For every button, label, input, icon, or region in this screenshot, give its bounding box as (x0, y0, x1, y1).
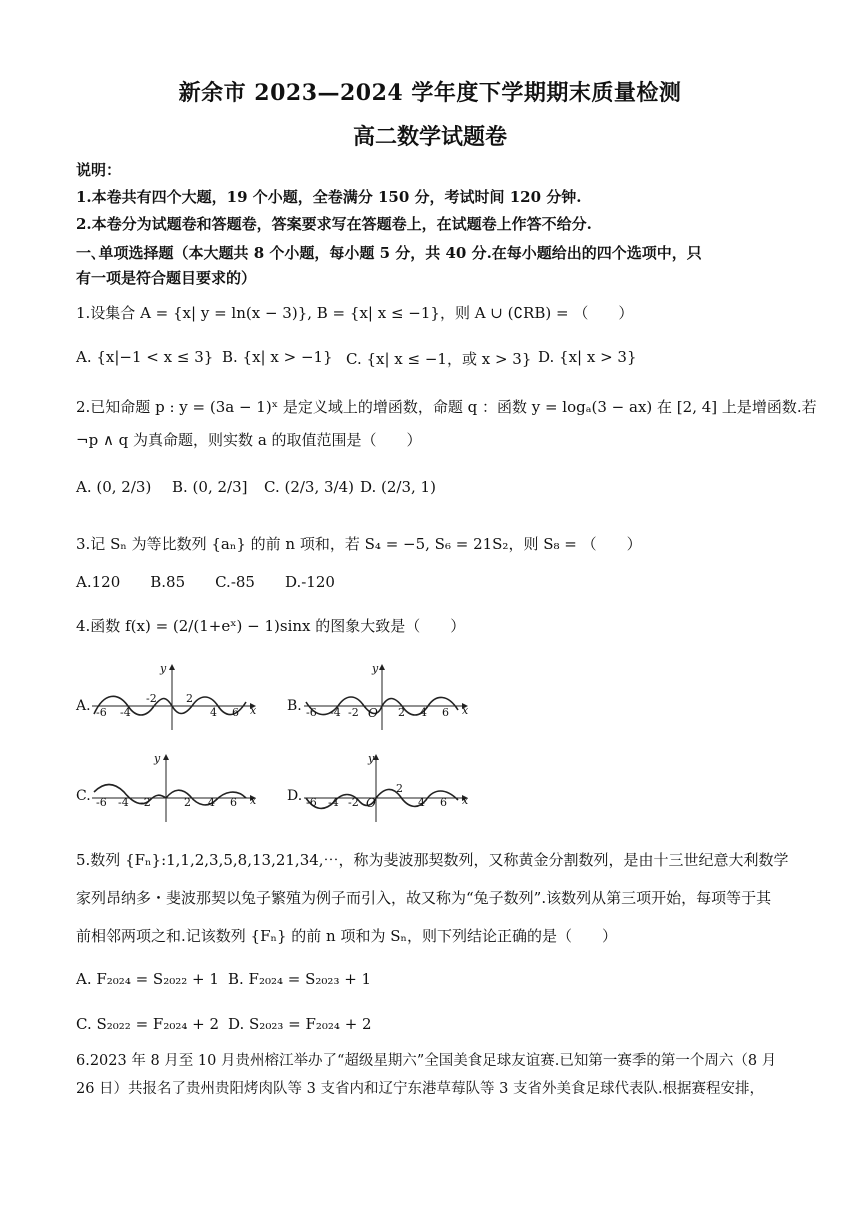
q4-stem: 4.函数 f(x) = (2/(1+eˣ) − 1)sinx 的图象大致是（ ） (76, 617, 466, 635)
q2-stem-line2: ¬p ∧ q 为真命题，则实数 a 的取值范围是（ ） (76, 431, 422, 449)
q4-d-origin: O (366, 796, 376, 810)
q4-graph-c (90, 752, 260, 824)
q4-label-a: A. (76, 698, 91, 714)
q1-option-c: C. {x| x ≤ −1，或 x > 3} (346, 350, 532, 368)
q4-a-axis-x: x (250, 704, 257, 717)
q4-graph-a-svg (90, 662, 260, 732)
q4-label-d: D. (287, 788, 303, 804)
q5-stem-line2: 家列昂纳多・斐波那契以兔子繁殖为例子而引入，故又称为“兔子数列”.该数列从第三项开始，每项等于其 (76, 889, 772, 907)
q4-graph-d (302, 752, 472, 824)
q4-b-origin: O (368, 706, 378, 720)
q4-d-axis-x: x (462, 794, 469, 807)
q4-b-axis-y: y (372, 662, 379, 675)
q4-d-tick-2: 2 (396, 782, 403, 795)
q1-option-d: D. {x| x > 3} (538, 348, 637, 366)
q2-option-a: A. (0, 2/3) (76, 478, 152, 496)
q4-b-tick-4: 4 (420, 706, 427, 719)
q4-c-tick-6: 6 (230, 796, 237, 809)
q4-b-tick-6: 6 (442, 706, 449, 719)
q4-a-tick-4: 4 (210, 706, 217, 719)
q3-options: A.120 B.85 C.-85 D.-120 (76, 573, 335, 591)
note-2: 2.本卷分为试题卷和答题卷，答案要求写在答题卷上，在试题卷上作答不给分. (76, 215, 592, 233)
q4-c-tick-m4: -4 (118, 796, 129, 809)
q4-b-tick-2: 2 (398, 706, 405, 719)
q4-d-tick-m2: -2 (348, 796, 359, 809)
q4-c-axis-y: y (154, 752, 161, 765)
exam-title: 新余市 2023—2024 学年度下学期期末质量检测 (178, 80, 682, 106)
q4-d-tick-4: 4 (418, 796, 425, 809)
note-1: 1.本卷共有四个大题，19 个小题，全卷满分 150 分，考试时间 120 分钟. (76, 188, 582, 206)
q5-option-b: B. F₂₀₂₄ = S₂₀₂₃ + 1 (228, 970, 372, 988)
q4-d-axis-y: y (368, 752, 375, 765)
q2-option-b: B. (0, 2/3] (172, 478, 248, 496)
q5-option-a: A. F₂₀₂₄ = S₂₀₂₂ + 1 (76, 970, 219, 988)
q5-option-d: D. S₂₀₂₃ = F₂₀₂₄ + 2 (228, 1015, 372, 1033)
notes-heading: 说明： (76, 161, 122, 179)
q4-label-c: C. (76, 788, 91, 804)
q4-b-tick-m6: -6 (306, 706, 317, 719)
q4-a-tick-m2: -2 (146, 692, 157, 705)
q4-d-tick-m4: -4 (328, 796, 339, 809)
q4-a-tick-6: 6 (232, 706, 239, 719)
q1-option-b: B. {x| x > −1} (222, 348, 333, 366)
q2-option-c: C. (2/3, 3/4) (264, 478, 354, 496)
q4-c-axis-x: x (250, 794, 257, 807)
section1-heading-line2: 有一项是符合题目要求的） (76, 269, 257, 287)
q4-c-tick-4: 4 (208, 796, 215, 809)
q4-d-tick-6: 6 (440, 796, 447, 809)
q4-a-tick-m4: -4 (120, 706, 131, 719)
q4-graph-a (90, 662, 260, 732)
q4-b-axis-x: x (462, 704, 469, 717)
q6-stem-line1: 6.2023 年 8 月至 10 月贵州榕江举办了“超级星期六”全国美食足球友谊赛.已知第一赛季的第一个周六（8 月 (76, 1053, 777, 1069)
q4-graph-d-svg (302, 752, 472, 824)
q4-a-tick-m6: -6 (96, 706, 107, 719)
q5-stem-line3: 前相邻两项之和.记该数列 {Fₙ} 的前 n 项和为 Sₙ，则下列结论正确的是（ ） (76, 927, 618, 945)
exam-subtitle: 高二数学试题卷 (352, 124, 507, 150)
q4-label-b: B. (287, 698, 302, 714)
q5-option-c: C. S₂₀₂₂ = F₂₀₂₄ + 2 (76, 1015, 220, 1033)
q3-stem: 3.记 Sₙ 为等比数列 {aₙ} 的前 n 项和，若 S₄ = −5, S₆ = 21S₂，则 S₈ = （ ） (76, 535, 642, 553)
q1-stem: 1.设集合 A = {x| y = ln(x − 3)}, B = {x| x ≤ −1}，则 A ∪ (∁RB) = （ ） (76, 304, 634, 322)
q4-b-tick-m4: -4 (330, 706, 341, 719)
q1-option-a: A. {x|−1 < x ≤ 3} (76, 348, 214, 366)
q4-graph-b-svg (302, 662, 472, 732)
q4-graph-c-svg (90, 752, 260, 824)
section1-heading-line1: 一､单项选择题（本大题共 8 个小题，每小题 5 分，共 40 分.在每小题给出的四个选项中，只 (76, 244, 702, 262)
q6-stem-line2: 26 日）共报名了贵州贵阳烤肉队等 3 支省内和辽宁东港草莓队等 3 支省外美食足球代表队.根据赛程安排， (76, 1081, 765, 1097)
q4-graph-b (302, 662, 472, 732)
q4-c-tick-m6: -6 (96, 796, 107, 809)
q4-d-tick-m6: -6 (306, 796, 317, 809)
q4-c-tick-2: 2 (184, 796, 191, 809)
q5-stem-line1: 5.数列 {Fₙ}:1,1,2,3,5,8,13,21,34,⋯，称为斐波那契数列，又称黄金分割数列，是由十三世纪意大利数学 (76, 851, 789, 869)
q4-a-axis-y: y (160, 662, 167, 675)
q4-c-tick-m2: -2 (140, 796, 151, 809)
q4-b-tick-m2: -2 (348, 706, 359, 719)
q2-stem-line1: 2.已知命题 p : y = (3a − 1)ˣ 是定义域上的增函数，命题 q ：函数 y = logₐ(3 − ax) 在 [2, 4] 上是增函数.若 (76, 398, 817, 416)
q4-a-tick-2: 2 (186, 692, 193, 705)
q2-option-d: D. (2/3, 1) (360, 478, 436, 496)
